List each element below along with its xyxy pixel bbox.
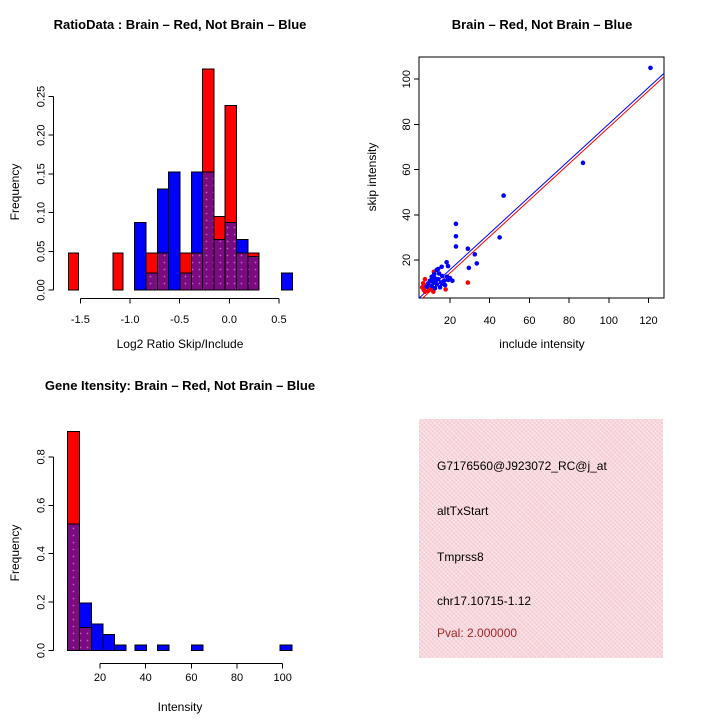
scatter-ylabel: skip intensity [365,142,379,212]
axis-tick-label: 0.0 [221,314,237,326]
axis-tick-label: 100 [273,672,292,684]
hist-bar-red [203,69,214,172]
axis-tick-label: 80 [562,315,576,327]
ratio-hist-ylabel: Frequency [8,163,22,221]
axis-tick-label: 80 [401,118,413,131]
hist-bar-blue [169,172,180,290]
fit-lines [415,70,668,305]
axis-tick-label: 120 [639,315,658,327]
axis-tick-label: 20 [443,315,457,327]
hist-bar-overlap [191,253,202,290]
scatter-point-blue [474,261,479,266]
hist-bar-blue [79,603,91,627]
scatter-title: Brain – Red, Not Brain – Blue [451,17,633,32]
scatter-point-red [466,280,471,285]
hist-bar-blue [237,240,248,254]
axis-tick-label: 60 [185,672,198,684]
scatter-point-blue [501,193,506,198]
hist-bar-blue [91,624,103,650]
scatter-point-blue [433,286,438,291]
scatter-point-blue [454,234,459,239]
fit-line-brain-red [415,73,668,305]
hist-bar-blue [191,645,203,650]
scatter-point-blue [497,235,502,240]
hist-bar-blue [282,273,293,290]
scatter-point-blue [581,161,586,166]
event-type-text: altTxStart [437,504,489,518]
axis-tick-label: 0.2 [35,594,48,610]
hist-bar-blue [115,645,127,650]
hist-bar-overlap [67,524,79,650]
axis-tick-label: -0.5 [170,314,190,326]
scatter-point-red [423,277,428,282]
hist-bar-overlap [146,273,157,290]
axis-tick-label: 0.25 [35,85,48,108]
scatter-point-blue [473,252,478,257]
scatter-point-blue [446,264,451,269]
axis-tick-label: 40 [139,672,152,684]
scatter-point-blue [438,285,443,290]
ratio-histogram-plot [36,69,293,326]
axis-tick-label: 80 [230,672,244,684]
ratio-hist-title: RatioData : Brain – Red, Not Brain – Blue [53,17,307,32]
gene-hist-ylabel: Frequency [8,524,22,582]
hist-bar-blue [157,645,169,650]
gene-info-panel [419,419,663,658]
scatter-xlabel: include intensity [499,337,585,351]
gene-intensity-histogram-plot [36,432,292,684]
axis-tick-label: 40 [483,315,496,327]
gene-hist-title: Gene Itensity: Brain – Red, Not Brain – Blue [44,378,316,393]
scatter-point-blue [424,284,429,289]
hist-bar-red [180,253,191,273]
axis-tick-label: 0.0 [35,642,48,659]
scatter-point-red [423,289,428,294]
hist-bar-overlap [157,253,168,290]
plot-box [419,57,664,298]
hist-bar-overlap [225,223,236,290]
axis-tick-label: 0.15 [35,163,48,185]
pval-text: Pval: 2.000000 [437,626,518,640]
gene-name-text: Tmprss8 [437,550,484,564]
axis-tick-label: 0.00 [35,279,48,301]
locus-text: chr17.10715-1.12 [437,594,532,608]
probe-id-text: G7176560@J923072_RC@j_at [437,459,607,473]
hist-bar-red [68,253,78,290]
axis-tick-label: 0.4 [35,546,48,562]
intensity-scatter-plot [401,57,668,327]
axis-tick-label: 20 [93,672,107,684]
scatter-point-blue [648,66,653,71]
hist-bar-blue [103,635,115,651]
scatter-point-blue [454,244,459,249]
axis-tick-label: -1.0 [120,314,140,326]
hist-bar-overlap [248,256,259,290]
hist-bar-red [214,216,225,239]
hist-bar-overlap [79,627,91,650]
hist-bar-blue [191,172,202,253]
axis-tick-label: 0.20 [35,124,48,146]
hist-bar-blue [135,223,146,290]
hist-bar-blue [280,645,292,650]
axis-tick-label: 20 [401,253,413,267]
scatter-point-blue [440,274,445,279]
hist-bar-red [225,106,236,223]
hist-bar-red [146,253,157,273]
gene-hist-xlabel: Intensity [157,700,203,714]
axis-tick-label: 100 [599,315,618,327]
scatter-point-blue [448,276,453,281]
hist-bar-red [248,253,259,256]
axis-tick-label: 60 [401,163,413,176]
scatter-point-blue [434,278,439,283]
axis-tick-label: 0.5 [271,314,287,326]
axis-tick-label: 40 [401,208,413,221]
hist-bar-overlap [214,240,225,290]
axis-tick-label: 0.6 [35,497,48,513]
axis-tick-label: 60 [523,315,536,327]
scatter-point-blue [467,266,472,271]
axis-tick-label: 0.10 [35,201,48,224]
fit-line-notbrain-blue [415,70,668,302]
hist-bar-red [67,432,79,525]
scatter-point-blue [466,246,471,251]
scatter-point-blue [454,222,459,227]
hist-bar-blue [157,189,168,253]
hist-bar-overlap [203,172,214,290]
ratio-hist-xlabel: Log2 Ratio Skip/Include [116,337,244,351]
axis-tick-label: 0.8 [35,449,48,465]
scatter-point-red [443,287,448,292]
axis-tick-label: 100 [401,70,413,89]
axis-tick-label: -1.5 [70,314,90,326]
hist-bar-overlap [180,273,191,290]
hist-bar-red [113,253,123,290]
hist-bar-overlap [237,253,248,290]
hist-bar-blue [135,645,147,650]
axis-tick-label: 0.05 [35,240,48,263]
